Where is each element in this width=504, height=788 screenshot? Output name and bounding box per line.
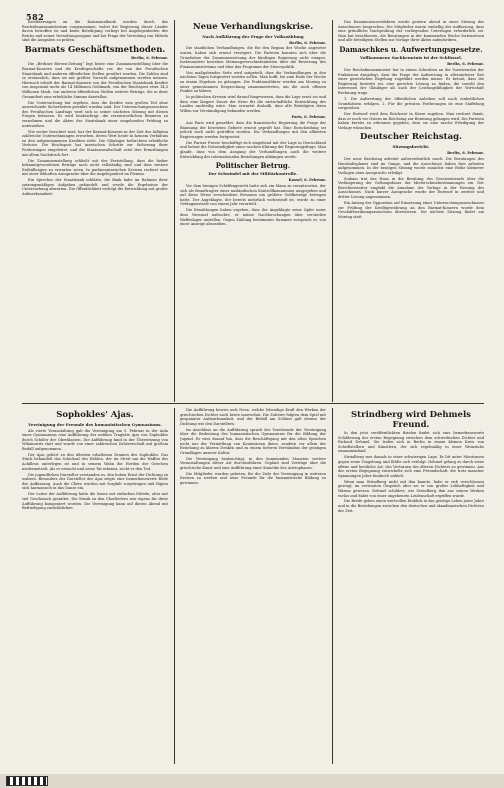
- article-text: Strindberg war damals in einer schwierigen Lage. Er litt unter Misstrauen gegen seine Umgebung und fühlte sich verfolgt. Dehmel gelang es durch seine offene und herzliche Art, das Vertrauen des älteren Dichters zu gewinnen. Aus der ersten Begegnung entwickelte sich eine Freundschaft, die trotz mancher Spannungen Jahre hindurch anhielt.: [338, 455, 484, 478]
- article-text: Die jugendlichen Darsteller verstanden es, den hohen Ernst der Dichtung zu wahren. Besonders der Darsteller des Ajas zeigte eine bemerkenswerte Reife der Auffassung. Auch die Chöre wurden mit Sorgfalt vorgetragen und fügten sich harmonisch in das Ganze ein.: [22, 472, 168, 491]
- article-text: Als vierte Veranstaltung gab die Vereinigung am 5. Februar in der Aula eines Gymnasiums eine Aufführung der antiken Tragödie Ajas von Sophokles durch Schüler der Oberklassen. Die Aufführung fand in der Übersetzung von Wilamowitz statt und wurde von einer zahlreichen Zuhörerschaft mit großem Beifall aufgenommen.: [22, 428, 168, 451]
- headline: Politischer Betrug.: [215, 161, 291, 171]
- column-rule: [332, 20, 333, 402]
- column-1: [22, 20, 168, 400]
- article-text: Der Entwurf wird dem Reichsrat in Kürze zugehen. Man rechnet damit, dass er noch vor Ostern im Reichstag zur Beratung gelangen wird. Die Parteien haben bereits zu erkennen gegeben, dass sie eine rasche Erledigung der Vorlage wünschen.: [338, 112, 484, 130]
- article-text: Das Kommissionsverfahren wurde gestern abend in einer Sitzung des Ausschusses besprochen. Die Mitglieder waren einhellig der Auffassung, dass eine gründliche Nachprüfung der vorliegenden Unterlagen erforderlich sei. Man hat beschlossen, die Beratungen in der kommenden Woche fortzusetzen und alle beteiligten Stellen zur Vorlage ihrer Akten aufzufordern.: [338, 20, 484, 43]
- dateline: Berlin, 6. Februar.: [131, 56, 168, 61]
- article-text: Kreditierungen an die Kommunalbank werden durch das Reichsfinanzministerium vorgenommen, wobei die Regierung dieser Länder davon betroffen ist und keine Beteiligung vorliegt bei Angelegenheiten des Reichs und seiner Verwaltungsorgane und bei Frage der Verteilung von Mitteln sind die Ausgaben zu prüfen.: [22, 20, 168, 43]
- feuilleton-column-3: [338, 408, 484, 762]
- column-3: [338, 20, 484, 400]
- subheadline: Der Schwindel mit der Militärkontrolle.: [208, 171, 298, 177]
- article-text: Die Pariser Presse beschäftigt sich eingehend mit der Lage in Deutschland und betont die Notwendigkeit einer raschen Klärung der Regierungsfrage. Man glaubt, dass von dem Ausgang der Verhandlungen auch die weitere Entwicklung der internationalen Beziehungen abhängen werde.: [180, 140, 326, 159]
- column-rule: [332, 408, 333, 764]
- column-rule: [174, 408, 175, 764]
- article-text: Wenn man Strindberg nicht mit ihm kannte, habe er sich verschlossen gezeigt; im vertrauten Gespräch aber sei er von großer Lebhaftigkeit und Wärme gewesen. Dehmel schildert, wie Strindberg ihm aus seinen Werken vorlas und dabei von einer ungeheuren Leidenschaft ergriffen wurde.: [338, 479, 484, 498]
- headline: Damaschkes u. Aufwertungsgesetze.: [339, 44, 483, 54]
- column-2: [180, 20, 326, 400]
- scan-scale-bar: [6, 776, 48, 786]
- article-text: In politischen Kreisen wird darauf hingewiesen, dass die Lage ernst sei und dass eine längere Dauer der Krise für die wirtschaftliche Entwicklung des Landes nachteilig wäre. Man erwartet deshalb, dass alle Beteiligten ihren Willen zur Verständigung bekunden werden.: [180, 95, 326, 113]
- subheadline: Nach Aufklärung der Frage der Volkszählung: [202, 33, 304, 39]
- subheadline: Vereinigung der Freunde des humanistischen Gymnasiums.: [28, 421, 162, 427]
- headline: Sophokles' Ajas.: [56, 410, 134, 420]
- headline: Strindberg wird Dehmels Freund.: [351, 410, 471, 430]
- article-text: Vor dem hiesigen Schöffengericht hatte sich ein Mann zu verantworten, der sich als Beauftragter einer ausländischen Kontrollkommission ausgegeben und auf diese Weise verschiedene Personen um größere Geldbeträge betrogen hatte. Der Angeklagte, der bereits mehrfach vorbestraft ist, wurde zu einer Gefängnisstrafe von einem Jahr verurteilt.: [180, 184, 326, 207]
- subheadline: Sitzungsbericht.: [392, 143, 430, 149]
- article-text: Der Reichsfinanzminister hat in einem Schreiben an die Vorsitzenden der Fraktionen dargelegt, dass die Frage der Aufwertung in allernächster Zeit einer gesetzlichen Regelung zugeführt werden müsse. Er betont, dass die Regierung bestrebt sei, eine gerechte Lösung zu finden, die sowohl den Interessen der Gläubiger als auch der Leistungsfähigkeit der Wirtschaft Rechnung trage.: [338, 67, 484, 95]
- article-text: Der Leiter der Aufführung hatte die Szene mit einfachen Mitteln, aber mit viel Geschmack gestaltet. Die Musik zu den Chorliedern war eigens für diese Aufführung komponiert worden. Die Vereinigung kann auf diesen Abend mit Befriedigung zurückblicken.: [22, 492, 168, 511]
- article-text: Die Aufführung bewies aufs Neue, welche lebendige Kraft den Werken der griechischen Dichter noch heute innewohnt. Die Zuhörer folgten dem Spiel mit gespannter Aufmerksamkeit, und der Beifall am Schluss galt ebenso der Dichtung wie den Darstellern.: [180, 408, 326, 426]
- dateline: Berlin, 6. Februar.: [447, 150, 484, 155]
- article-text: Die Briefe geben einen wertvollen Einblick in das geistige Leben jener Jahre und in die Beziehungen zwischen den deutschen und skandinavischen Dichtern der Zeit.: [338, 499, 484, 513]
- article-text: Aus Paris wird gemeldet, dass die französische Regierung die Frage der Räumung der besetzten Gebiete erneut geprüft hat. Eine Entscheidung sei jedoch noch nicht getroffen worden. Die Verhandlungen mit den alliierten Regierungen werden fortgesetzt.: [180, 120, 326, 139]
- dateline: Berlin, 6. Februar.: [289, 40, 326, 45]
- subheadline: Vollkommene Sachkenntnis ist der Schlüssel.: [359, 54, 463, 60]
- article-text: Ein Antrag der Opposition auf Einsetzung eines Untersuchungsausschusses zur Prüfung der Kreditgewährung an den Barmat-Konzern wurde dem Geschäftsordnungsausschuss überwiesen. Die nächste Sitzung findet am Montag statt.: [338, 201, 484, 219]
- headline: Neue Verhandlungskrise.: [192, 22, 314, 32]
- article-text: In den jetzt veröffentlichten Briefen findet sich eine bemerkenswerte Schilderung der ersten Begegnung zwischen dem schwedischen Dichter und Richard Dehmel. Sie trafen sich in Berlin in einem kleinen Kreis von Schriftstellern und Künstlern, der sich regelmäßig in einer Weinstube zusammenfand.: [338, 431, 484, 454]
- article-text: Die Vereinigung beabsichtigt, in den kommenden Monaten weitere Veranstaltungen dieser Art durchzuführen. Geplant sind Vorträge über die griechische Kunst und eine Aufführung einer Komödie des Aristophanes.: [180, 456, 326, 470]
- article-text: Der Ajas gehört zu den ältesten erhaltenen Dramen des Sophokles. Das Stück behandelt das Schicksal des Helden, der im Streit um die Waffen des Achilleus unterlegen ist und in seinem Wahn die Herden der Griechen niedermetzelt. Als er erwacht und seine Tat erkennt, sucht er den Tod.: [22, 452, 168, 471]
- headline: Barmats Geschäftsmethoden.: [24, 44, 166, 55]
- feuilleton-column-2: [180, 408, 326, 762]
- dateline: Kassel, 6. Februar.: [288, 178, 326, 183]
- scan-margin: [0, 774, 504, 788]
- article-text: Ein Sprecher der Staatsbank erklärte, die Bank habe im Rahmen ihrer satzungsmäßigen Aufgaben gehandelt und werde die Ergebnisse der Untersuchung abwarten. Die Öffentlichkeit verfolgt die Entwicklung mit großer Aufmerksamkeit.: [22, 178, 168, 197]
- section-divider: [22, 403, 484, 404]
- dateline: Berlin, 6. Februar.: [447, 61, 484, 66]
- article-text: Die Mitglieder wurden gebeten, für die Ziele der Vereinigung in weiteren Kreisen zu werben und neue Freunde für die humanistische Bildung zu gewinnen.: [180, 471, 326, 486]
- article-text: Sodann trat das Haus in die Beratung des Gesetzentwurfs über die Verlängerung der Geltungsdauer der Mieterschutzbestimmungen ein. Der Berichterstatter empfahl die Annahme der Vorlage in der Fassung des Ausschusses. Nach kurzer Aussprache wurde der Entwurf in zweiter und dritter Lesung angenommen.: [338, 176, 484, 200]
- column-rule: [174, 20, 175, 402]
- dateline: Paris, 6. Februar.: [291, 114, 326, 119]
- article-text: Die Untersuchung hat ergeben, dass die Kredite zum großen Teil ohne ausreichende Sicherheiten gewährt worden sind. Der Untersuchungsausschuss des Preußischen Landtags wird sich in seiner nächsten Sitzung mit diesen Fragen befassen. Es wird beabsichtigt, die verantwortlichen Beamten zu vernehmen und die Akten der Staatsbank einer eingehenden Prüfung zu unterziehen.: [22, 100, 168, 128]
- article-text: Die Zusammenstellung schließt mit der Feststellung, dass die bisher bekanntgewordenen Beträge noch nicht vollständig sind und dass weitere Enthüllungen zu erwarten seien. In parlamentarischen Kreisen rechnet man mit einer lebhaften Aussprache über die Angelegenheit im Plenum.: [22, 158, 168, 177]
- article-text: Wie weiter berichtet wird, hat der Barmat-Konzern in der Zeit der Inflation zahlreiche Unternehmungen erworben, deren Wert heute in keinem Verhältnis zu den aufgenommenen Krediten steht. Die Gläubiger befürchten erhebliche Verluste. Die Reichspost hat inzwischen Schritte zur Sicherung ihrer Forderungen eingeleitet, und die Staatsanwaltschaft setzt ihre Ermittlungen mit allem Nachdruck fort.: [22, 129, 168, 157]
- feuilleton-column-1: [22, 408, 168, 762]
- article-text: Im Anschluss an die Aufführung sprach der Vorsitzende der Vereinigung über die Bedeutung des humanistischen Gymnasiums für die Bildung der Jugend. Er wies darauf hin, dass die Beschäftigung mit den alten Sprachen nicht nur der Vermittlung von Kenntnissen diene, sondern vor allem der Erziehung zu klarem Denken und zu einem tieferen Verständnis der geistigen Grundlagen unserer Kultur.: [180, 427, 326, 455]
- headline: Deutscher Reichstag.: [359, 132, 463, 143]
- page-number: 582: [26, 12, 45, 22]
- article-text: Die „Berliner Börsen-Zeitung“ legt heute eine Zusammenstellung über die Barmat-Konzern und die Kreditgeschäfte vor, die von der Preußischen Staatsbank und anderen öffentlichen Stellen gewährt wurden. Die Zahlen sind so erstaunlich, dass sie mit größter Vorsicht aufgenommen werden müssen. Hiernach erhielt der Barmat-Konzern von der Preußischen Staatsbank Kredite von insgesamt mehr als 14 Millionen Goldmark, von der Reichspost etwa 14,5 Millionen Mark, von anderen öffentlichen Stellen weitere Beträge, die in ihrer Gesamtheit eine erhebliche Summe darstellen.: [22, 62, 168, 99]
- article-text: Von maßgebender Seite wird mitgeteilt, dass die Verhandlungen in den nächsten Tagen fortgesetzt werden sollen. Man hofft, bis zum Ende der Woche zu einem Ergebnis zu gelangen. Die Fraktionsführer werden am Montag zu einer gemeinsamen Besprechung zusammentreten, um die noch offenen Punkte zu klären.: [180, 70, 326, 94]
- article-text: Die staatlichen Verhandlungen, die für den Beginn der Woche angesetzt waren, haben sich erneut verzögert. Die Parteien konnten sich über die Grundsätze der Zusammensetzung der künftigen Regierung nicht einigen. Insbesondere bestehen Meinungsverschiedenheiten über die Besetzung des Finanzministeriums und über das Programm der Steuerpolitik.: [180, 46, 326, 69]
- article-text: Die Ermittlungen haben ergeben, dass der Angeklagte seine Opfer unter dem Vorwand aufsuchte, er müsse Nachforschungen über versteckte Waffenlager anstellen. Gegen Zahlung bestimmter Summen versprach er, von einer Anzeige abzusehen.: [180, 208, 326, 227]
- article-text: Der neue Reichstag arbeitet außerordentlich rasch. Die Beratungen des Haushaltsplanes sind im Gange, und die Ausschüsse haben ihre Arbeiten aufgenommen. In der heutigen Sitzung wurde zunächst eine Reihe kleinerer Vorlagen ohne Aussprache erledigt.: [338, 156, 484, 175]
- article-text: 1. Die Aufwertung der öffentlichen Anleihen soll nach einheitlichen Grundsätzen erfolgen. 2. Für die privaten Forderungen ist eine Staffelung vorgesehen.: [338, 96, 484, 111]
